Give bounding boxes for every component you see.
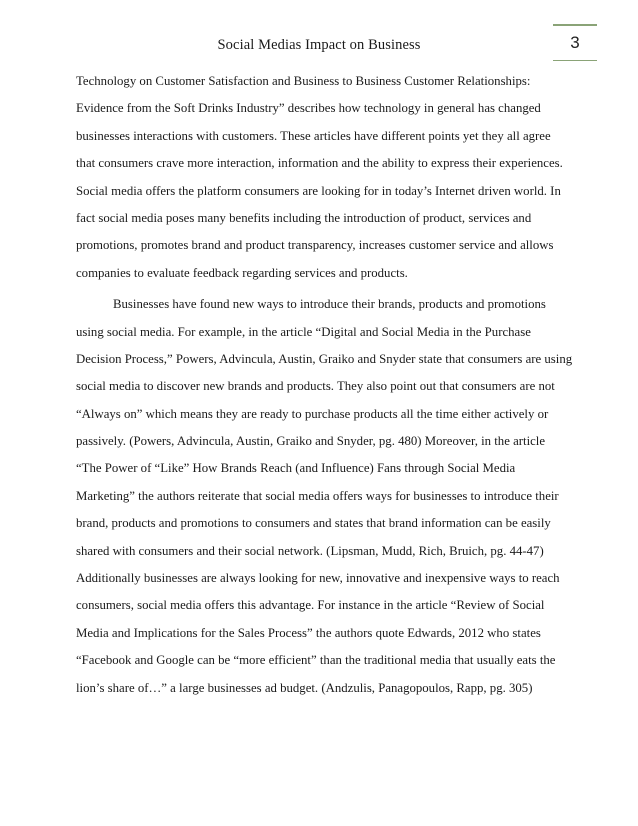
text-line-indented: Businesses have found new ways to introduce their brands, products and promotions — [113, 297, 546, 312]
header-rule-top — [553, 24, 597, 26]
text-line: “Facebook and Google can be “more efficient” than the traditional media that usually eats the — [76, 653, 556, 668]
document-body — [76, 68, 576, 702]
text-line: that consumers crave more interaction, information and the ability to express their experiences. — [76, 156, 563, 171]
running-header-title: Social Medias Impact on Business — [217, 37, 421, 53]
text-line: businesses interactions with customers. These articles have different points yet they all agree — [76, 128, 551, 143]
paragraph-2 — [76, 291, 576, 702]
text-line: Evidence from the Soft Drinks Industry” describes how technology in general has changed — [76, 101, 541, 116]
page-number: 3 — [570, 33, 580, 52]
text-line: “Always on” which means they are ready to purchase products all the time either actively or — [76, 406, 549, 421]
header-rule-bottom — [553, 60, 597, 61]
text-line: fact social media poses many benefits including the introduction of product, services and — [76, 210, 532, 225]
text-line: Technology on Customer Satisfaction and Business to Business Customer Relationships: — [76, 74, 531, 88]
text-line: brand, products and promotions to consumers and states that brand information can be easily — [76, 516, 551, 531]
text-line: promotions, promotes brand and product transparency, increases customer service and allows — [76, 238, 554, 253]
text-line: social media to discover new brands and products. They also point out that consumers are not — [76, 379, 555, 394]
text-line: passively. (Powers, Advincula, Austin, Graiko and Snyder, pg. 480) Moreover, in the article — [76, 434, 546, 449]
text-line: Social media offers the platform consumers are looking for in today’s Internet driven world. In — [76, 183, 561, 198]
paragraph-1 — [76, 68, 576, 287]
text-line: companies to evaluate feedback regarding services and products. — [76, 265, 408, 280]
text-line: consumers, social media offers this advantage. For instance in the article “Review of Social — [76, 598, 545, 613]
text-line: Decision Process,” Powers, Advincula, Austin, Graiko and Snyder state that consumers are using — [76, 351, 573, 366]
text-line: lion’s share of…” a large businesses ad budget. (Andzulis, Panagopoulos, Rapp, pg. 305) — [76, 680, 533, 695]
text-line: using social media. For example, in the article “Digital and Social Media in the Purchase — [76, 324, 531, 339]
text-line: “The Power of “Like” How Brands Reach (and Influence) Fans through Social Media — [76, 461, 516, 476]
text-line: shared with consumers and their social network. (Lipsman, Mudd, Rich, Bruich, pg. 44-47) — [76, 543, 544, 558]
text-line: Additionally businesses are always looking for new, innovative and inexpensive ways to reach — [76, 571, 560, 586]
text-line: Marketing” the authors reiterate that social media offers ways for businesses to introduce their — [76, 488, 559, 503]
text-line: Media and Implications for the Sales Process” the authors quote Edwards, 2012 who states — [76, 625, 541, 640]
